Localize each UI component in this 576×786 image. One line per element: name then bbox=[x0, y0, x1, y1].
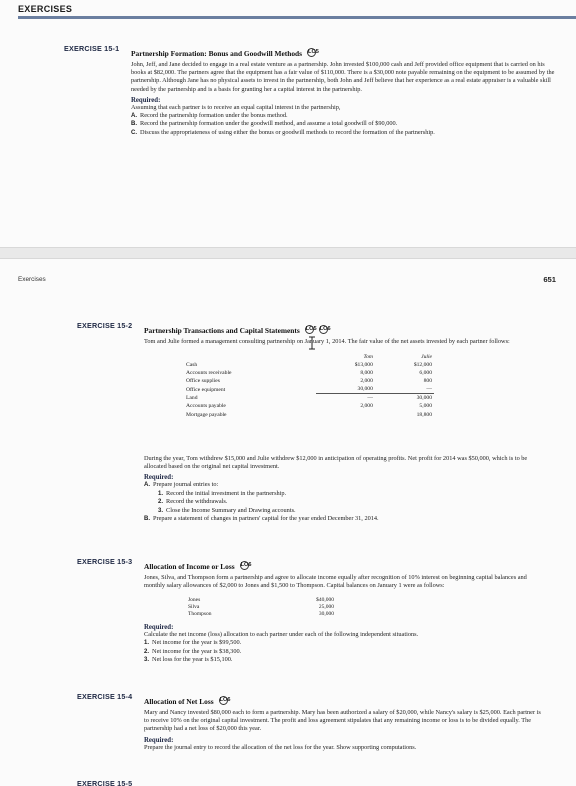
exercise-15-3-id: EXERCISE 15-3 bbox=[77, 557, 133, 566]
exercise-15-3-title: Allocation of Income or Loss bbox=[144, 562, 235, 571]
exercise-15-4-required: Required: bbox=[144, 736, 174, 744]
text-cursor-icon bbox=[307, 336, 317, 350]
exercise-15-4-body: Mary and Nancy invested $80,000 each to form a partnership. Mary has been authorized a salary of $20,000, while Nancy's salary is $25,000. Each partner is to receive 10% on the original capital investment. The profit and loss agreement stipulates that any remaining income or loss is to be divided equally. The partnership had a net loss of $20,000 this year. bbox=[144, 709, 541, 733]
column-header-tom: Tom bbox=[363, 353, 373, 360]
page-number: 651 bbox=[543, 275, 556, 284]
exercise-15-3 bbox=[144, 556, 544, 590]
exercise-15-2-item-a: A. Prepare journal entries to: bbox=[144, 481, 219, 489]
exercise-15-3-item-3: 3. Net loss for the year is $15,100. bbox=[144, 656, 233, 664]
lo5-badge-icon: LO5 bbox=[308, 48, 319, 55]
exercise-15-2-required: Required: bbox=[144, 474, 174, 482]
exercise-15-4-title: Allocation of Net Loss bbox=[144, 697, 214, 706]
lo6-badge-icon: LO6 bbox=[319, 325, 331, 332]
exercise-15-5-id: EXERCISE 15-5 bbox=[77, 779, 133, 786]
lo6-badge-icon: LO6 bbox=[240, 561, 252, 568]
table-row: Mortgage payable 18,800 bbox=[186, 411, 432, 418]
section-header: EXERCISES bbox=[18, 4, 73, 14]
capital-balances-table bbox=[186, 597, 336, 618]
exercise-15-3-continued bbox=[144, 621, 544, 664]
exercise-15-3-required: Required: bbox=[144, 624, 174, 631]
table-row: Office supplies 2,000 800 bbox=[186, 378, 432, 385]
exercise-15-1-body: John, Jeff, and Jane decided to engage in a real estate venture as a partnership. John invested $100,000 cash and Jeff provided office equipment that is carried on his books at $82,000. The partners agree that the equipment has a fair value of $110,000. There is a $30,000 note payable remaining on the equipment to be assumed by the partnership. Although Jane has no physical assets to invest in the partnership, both John and Jeff believe that her experience as a real estate appraiser is a valuable skill needed by the partnership and is a basis for granting her a capital interest in the partnership. bbox=[131, 61, 555, 93]
exercise-15-2-id: EXERCISE 15-2 bbox=[77, 321, 133, 330]
exercise-15-3-item-1: 1. Net income for the year is $99,500. bbox=[144, 639, 242, 647]
exercise-15-1-id: EXERCISE 15-1 bbox=[64, 44, 120, 53]
exercise-15-4-id: EXERCISE 15-4 bbox=[77, 692, 133, 701]
exercise-15-1-item-a: A. Record the partnership formation under the bonus method. bbox=[131, 112, 288, 120]
header-rule bbox=[18, 16, 576, 19]
exercise-15-2-sub-1: 1. Record the initial investment in the partnership. bbox=[158, 489, 287, 497]
net-assets-table bbox=[184, 352, 434, 419]
table-row: Office equipment 30,000 — bbox=[186, 386, 432, 393]
lo6-badge-icon: LO6 bbox=[219, 696, 231, 703]
exercise-15-4 bbox=[144, 691, 544, 752]
exercise-15-1-item-c: C. Discuss the appropriateness of using either the bonus or goodwill methods to record the formation of the partnership. bbox=[131, 128, 435, 136]
exercise-15-2-body: Tom and Julie formed a management consulting partnership on January 1, 2014. The fair value of the net assets invested by each partner follows: bbox=[144, 338, 510, 345]
table-row: Land — 30,000 bbox=[186, 395, 432, 402]
exercise-15-3-item-2: 2. Net income for the year is $38,300. bbox=[144, 647, 242, 655]
lo5-badge-icon: LO5 bbox=[305, 325, 317, 332]
table-row: Silva 25,000 bbox=[188, 604, 334, 610]
running-head: Exercises bbox=[18, 276, 46, 283]
table-row: Jones $40,000 bbox=[188, 597, 334, 603]
exercise-15-3-required-intro: Calculate the net income (loss) allocation to each partner under each of the following independent situations. bbox=[144, 631, 419, 638]
exercise-15-2-item-b: B. Prepare a statement of changes in partners' capital for the year ended December 31, 2014. bbox=[144, 515, 379, 523]
exercise-15-1-required: Required: bbox=[131, 96, 161, 104]
exercise-15-1-title: Partnership Formation: Bonus and Goodwill Methods bbox=[131, 49, 303, 58]
exercise-15-2-after: During the year, Tom withdrew $15,000 and Julie withdrew $12,000 in anticipation of operating profits. Net profit for 2014 was $50,000, which is to be allocated based on the original net capital investment. bbox=[144, 455, 528, 471]
table-row: Accounts receivable 8,000 6,000 bbox=[186, 370, 432, 377]
exercise-15-4-required-text: Prepare the journal entry to record the allocation of the net loss for the year. Show supporting computations. bbox=[144, 743, 417, 751]
exercise-15-3-body: Jones, Silva, and Thompson form a partnership and agree to allocate income equally after recognition of 10% interest on beginning capital balances and monthly salary allowances of $2,000 to Jones and $1,500 to Thompson. Capital balances on January 1 were as follows: bbox=[144, 574, 527, 590]
table-row: Cash $13,000 $12,000 bbox=[186, 362, 432, 368]
column-header-julie: Julie bbox=[421, 353, 432, 360]
table-row: Accounts payable 2,000 5,000 bbox=[186, 403, 432, 410]
page-gap bbox=[0, 248, 576, 258]
exercise-15-1-required-intro: Assuming that each partner is to receive an equal capital interest in the partnership, bbox=[131, 103, 341, 111]
exercise-15-2-continued bbox=[144, 455, 544, 523]
exercise-15-1 bbox=[131, 43, 561, 137]
exercise-15-2-title: Partnership Transactions and Capital Statements bbox=[144, 326, 300, 335]
exercise-15-2 bbox=[144, 320, 544, 346]
page-top bbox=[0, 0, 576, 248]
exercise-15-2-sub-3: 3. Close the Income Summary and Drawing accounts. bbox=[158, 506, 296, 514]
exercise-15-1-item-b: B. Record the partnership formation under the goodwill method, and assume a total goodwill of $90,000. bbox=[131, 120, 398, 128]
table-row: Thompson 30,000 bbox=[188, 611, 334, 617]
exercise-15-2-sub-2: 2. Record the withdrawals. bbox=[158, 498, 228, 506]
